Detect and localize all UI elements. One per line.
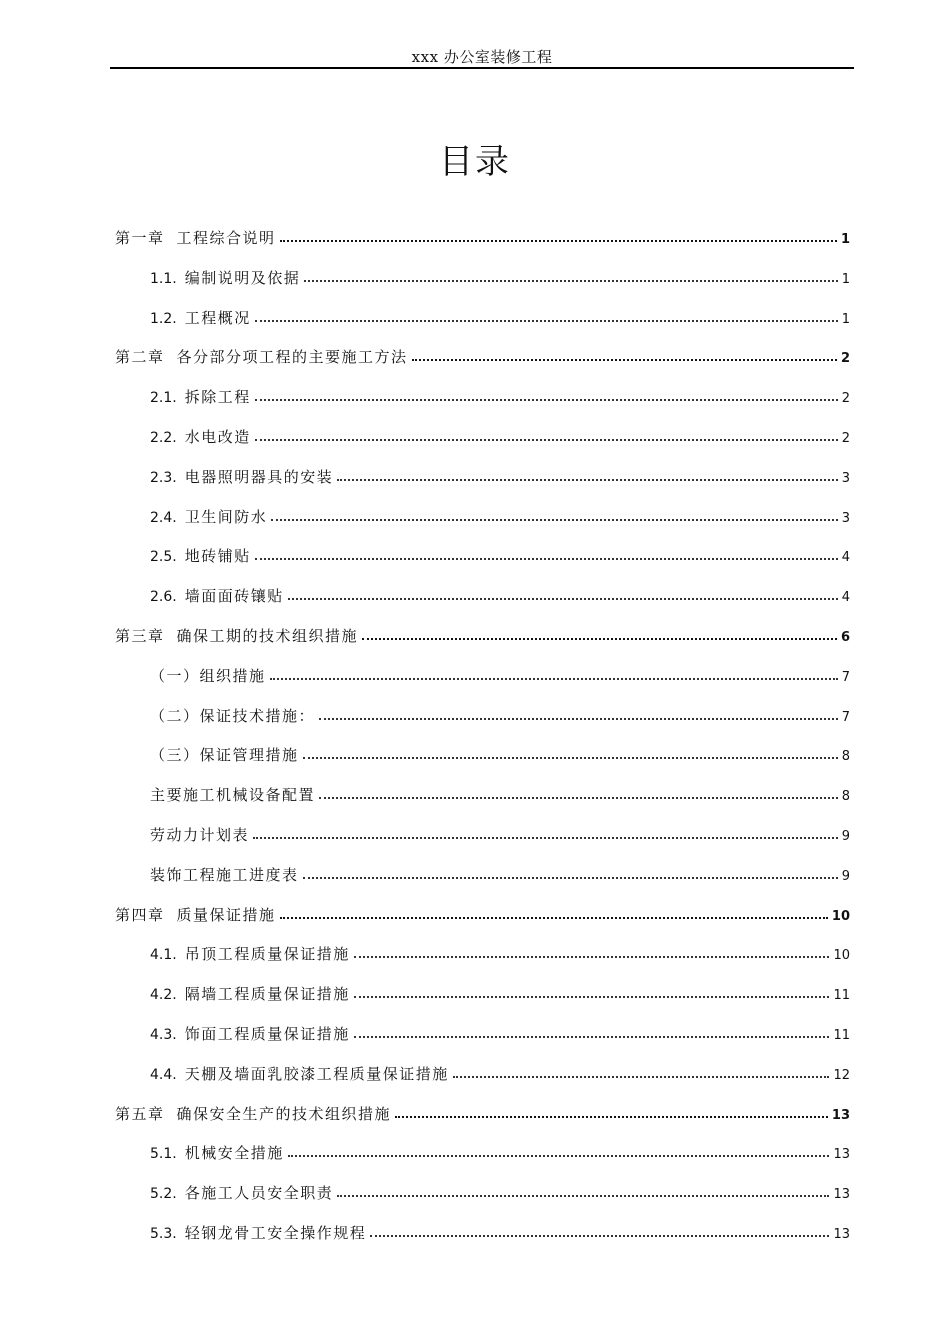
- toc-entry-page: 7: [841, 669, 850, 685]
- toc-leader-dots: [395, 1116, 828, 1118]
- toc-entry-title: 隔墙工程质量保证措施: [184, 985, 350, 1004]
- toc-entry-page: 1: [841, 271, 850, 287]
- toc-leader-dots: [255, 320, 838, 322]
- toc-entry-title: 饰面工程质量保证措施: [184, 1025, 350, 1043]
- toc-entry-number: 2.3.: [150, 469, 177, 486]
- toc-entry[interactable]: [150, 583, 850, 609]
- toc-entry[interactable]: [150, 1061, 850, 1087]
- toc-leader-dots: [255, 399, 838, 401]
- toc-entry-page: 1: [840, 232, 850, 247]
- toc-entry[interactable]: [115, 902, 850, 928]
- toc-entry[interactable]: [150, 424, 850, 450]
- toc-entry[interactable]: [150, 981, 850, 1007]
- toc-entry-title: 工程概况: [184, 308, 251, 327]
- toc-entry[interactable]: [150, 1220, 850, 1246]
- toc-leader-dots: [319, 718, 838, 720]
- toc-entry-number: 5.1.: [150, 1146, 177, 1163]
- toc-entry-title: 各施工人员安全职责: [184, 1184, 334, 1203]
- toc-leader-dots: [354, 956, 830, 958]
- toc-entry-page: 13: [831, 1107, 850, 1123]
- toc-entry-page: 2: [841, 431, 850, 446]
- toc-entry[interactable]: [115, 1101, 850, 1127]
- toc-leader-dots: [255, 439, 838, 441]
- toc-entry-number: 5.3.: [150, 1226, 177, 1242]
- toc-entry[interactable]: [150, 663, 850, 689]
- toc-entry[interactable]: [150, 862, 850, 888]
- toc-leader-dots: [271, 519, 837, 521]
- toc-entry-number: 4.4.: [150, 1066, 177, 1083]
- toc-entry-page: 9: [841, 829, 850, 844]
- toc-entry-number: 1.1.: [150, 270, 177, 287]
- toc-entry-title: 装饰工程施工进度表: [150, 865, 299, 884]
- page-header: xxx 办公室装修工程: [411, 48, 553, 66]
- toc-entry-page: 11: [833, 1028, 850, 1043]
- toc-entry-title: 主要施工机械设备配置: [150, 786, 316, 805]
- toc-entry-number: 4.3.: [150, 1027, 177, 1043]
- toc-leader-dots: [453, 1076, 830, 1078]
- toc-entry[interactable]: [150, 384, 850, 410]
- toc-entry-number: 2.6.: [150, 589, 177, 606]
- toc-entry-page: 2: [840, 351, 850, 367]
- toc-leader-dots: [303, 877, 838, 879]
- toc-entry[interactable]: [150, 782, 850, 808]
- toc-title: 目录: [439, 142, 511, 182]
- toc-entry-page: 4: [841, 550, 850, 566]
- toc-entry[interactable]: [150, 822, 850, 848]
- toc-leader-dots: [354, 1036, 830, 1038]
- toc-entry-title: 水电改造: [184, 428, 251, 446]
- toc-entry-page: 13: [833, 1187, 850, 1203]
- toc-entry-number: 5.2.: [150, 1186, 177, 1203]
- toc-entry[interactable]: [150, 1180, 850, 1206]
- toc-leader-dots: [337, 1195, 829, 1197]
- toc-entry-page: 9: [841, 868, 850, 884]
- toc-entry-page: 10: [831, 908, 850, 924]
- toc-entry-title: 编制说明及依据: [184, 268, 301, 287]
- toc-leader-dots: [288, 1155, 830, 1157]
- toc-entry-page: 10: [833, 948, 850, 964]
- toc-entry[interactable]: [115, 623, 850, 649]
- toc-leader-dots: [337, 479, 837, 481]
- toc-entry[interactable]: [115, 344, 850, 370]
- toc-leader-dots: [280, 240, 837, 242]
- toc-entry[interactable]: [150, 305, 850, 331]
- toc-entry[interactable]: [150, 742, 850, 768]
- toc-entry-title: 天棚及墙面乳胶漆工程质量保证措施: [184, 1064, 449, 1083]
- toc-leader-dots: [288, 598, 838, 600]
- header-rule: [110, 67, 854, 69]
- toc-entry-page: 3: [841, 470, 850, 486]
- toc-entry[interactable]: [150, 703, 850, 729]
- toc-entry[interactable]: [150, 265, 850, 291]
- toc-leader-dots: [319, 797, 838, 799]
- toc-entry-title: 工程综合说明: [176, 229, 276, 247]
- toc-entry-title: 各分部分项工程的主要施工方法: [176, 348, 408, 367]
- toc-entry-title: 确保工期的技术组织措施: [176, 627, 359, 645]
- toc-entry-title: （一）组织措施: [150, 666, 266, 685]
- toc-leader-dots: [255, 558, 838, 560]
- toc-leader-dots: [253, 837, 838, 839]
- toc-entry-page: 8: [841, 749, 850, 765]
- toc-entry[interactable]: [115, 225, 850, 251]
- toc-entry-page: 7: [841, 709, 850, 725]
- toc-entry[interactable]: [150, 504, 850, 530]
- toc-entry-title: 轻钢龙骨工安全操作规程: [184, 1224, 367, 1242]
- toc-entry-title: 电器照明器具的安装: [184, 467, 334, 486]
- toc-entry-page: 12: [833, 1067, 850, 1083]
- toc-entry[interactable]: [150, 464, 850, 490]
- toc-entry-number: 4.1.: [150, 947, 177, 964]
- toc-entry-title: 劳动力计划表: [150, 826, 250, 844]
- toc-entry-page: 8: [841, 789, 850, 805]
- toc-entry[interactable]: [150, 543, 850, 569]
- toc-leader-dots: [280, 917, 828, 919]
- toc-entry-title: 地砖铺贴: [184, 547, 251, 566]
- toc-entry-number: 第二章: [115, 348, 165, 367]
- toc-entry-page: 4: [841, 590, 850, 606]
- toc-entry[interactable]: [150, 941, 850, 967]
- toc-leader-dots: [412, 359, 837, 361]
- toc-leader-dots: [362, 638, 837, 640]
- toc-entry-number: 第一章: [115, 229, 165, 247]
- toc-leader-dots: [270, 678, 838, 680]
- toc-entry-title: 质量保证措施: [176, 905, 276, 924]
- toc-entry-page: 6: [840, 630, 850, 645]
- toc-leader-dots: [354, 996, 830, 998]
- toc-entry-page: 2: [841, 391, 850, 407]
- toc-entry-number: 第四章: [115, 905, 165, 924]
- toc-entry-title: （三）保证管理措施: [150, 746, 299, 765]
- toc-entry-number: 1.2.: [150, 310, 177, 327]
- toc-entry-title: 墙面面砖镶贴: [184, 587, 284, 606]
- toc-entry-number: 2.5.: [150, 549, 177, 566]
- toc-entry-number: 4.2.: [150, 987, 177, 1004]
- toc-entry-title: 确保安全生产的技术组织措施: [176, 1104, 392, 1123]
- toc-entry-title: 卫生间防水: [184, 507, 268, 526]
- toc-entry-page: 13: [833, 1147, 850, 1163]
- toc-entry-number: 第三章: [115, 627, 165, 645]
- toc-entry-title: 机械安全措施: [184, 1144, 284, 1163]
- toc-entry-title: 拆除工程: [184, 388, 251, 407]
- toc-entry[interactable]: [150, 1021, 850, 1047]
- toc-entry-page: 13: [833, 1227, 850, 1242]
- toc-entry-page: 11: [833, 988, 850, 1004]
- toc-entry-number: 2.2.: [150, 430, 177, 446]
- toc-entry-title: （二）保证技术措施：: [150, 706, 316, 725]
- toc-leader-dots: [370, 1235, 829, 1237]
- toc-entry[interactable]: [150, 1140, 850, 1166]
- toc-leader-dots: [304, 280, 837, 282]
- toc-entry-page: 3: [841, 510, 850, 526]
- toc-entry-number: 第五章: [115, 1104, 165, 1123]
- toc-leader-dots: [303, 757, 838, 759]
- toc-entry-page: 1: [841, 311, 850, 327]
- toc-entry-number: 2.4.: [150, 509, 177, 526]
- toc-entry-number: 2.1.: [150, 390, 177, 407]
- toc-entry-title: 吊顶工程质量保证措施: [184, 945, 350, 964]
